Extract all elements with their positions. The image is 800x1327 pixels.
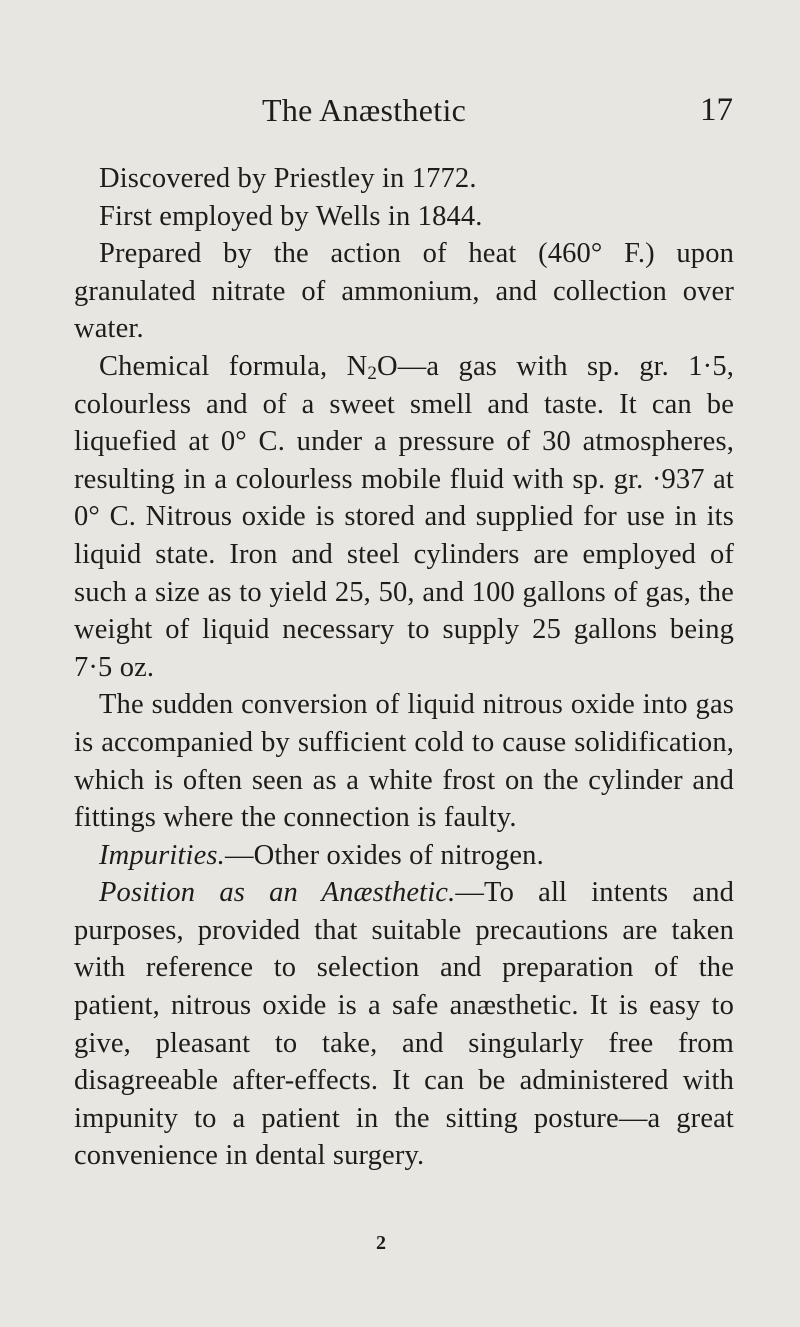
- paragraph-first-employed: First employed by Wells in 1844.: [99, 200, 483, 232]
- page-number: 17: [700, 92, 733, 128]
- position-label: Position as an Anæsthetic.: [99, 877, 456, 909]
- formula-subscript: 2: [367, 362, 378, 384]
- impurities-label: Impurities.: [99, 839, 225, 871]
- paragraph-chemical-formula: [74, 348, 734, 686]
- paragraph-impurities: [74, 837, 734, 875]
- running-title: The Anæsthetic: [262, 92, 467, 128]
- page-header: [0, 92, 800, 136]
- paragraph-discovered: Discovered by Priestley in 1772.: [99, 163, 477, 194]
- position-text: —To all intents and purposes, provided that suitable precautions are taken with reference to selection and preparation of the patient, nitrous oxide is a safe anæsthetic. It is easy to give, pleasant to take, and singularly free from disagreeable after-effects. It can be administered with impunity to a patient in the sitting posture—a great convenience in dental surgery.: [74, 877, 735, 1172]
- formula-description: O—a gas with sp. gr. 1·5, colourless and of a sweet smell and taste. It can be liquefied at 0° C. under a pressure of 30 atmospheres, resulting in a colourless mobile fluid with sp. gr. ·937 at 0° C. Nitrous oxide is stored and supplied for use in its liquid state. Iron and steel cylinders are employed of such a size as to yield 25, 50, and 100 gallons of gas, the weight of liquid necessary to supply 25 gallons being 7·5 oz.: [74, 350, 734, 683]
- paragraph-prepared: Prepared by the action of heat (460° F.) upon granulated nitrate of ammonium, and collection over water.: [74, 238, 734, 345]
- paragraph-conversion: The sudden conversion of liquid nitrous oxide into gas is accompanied by sufficient cold to cause solidification, which is often seen as a white frost on the cylinder and fittings where the connection is faulty.: [74, 689, 734, 834]
- signature-mark: 2: [376, 1232, 386, 1254]
- body-text: [74, 160, 734, 1175]
- formula-lead: Chemical formula, N: [99, 350, 368, 382]
- paragraph-position: [74, 874, 734, 1175]
- impurities-text: —Other oxides of nitrogen.: [224, 839, 544, 871]
